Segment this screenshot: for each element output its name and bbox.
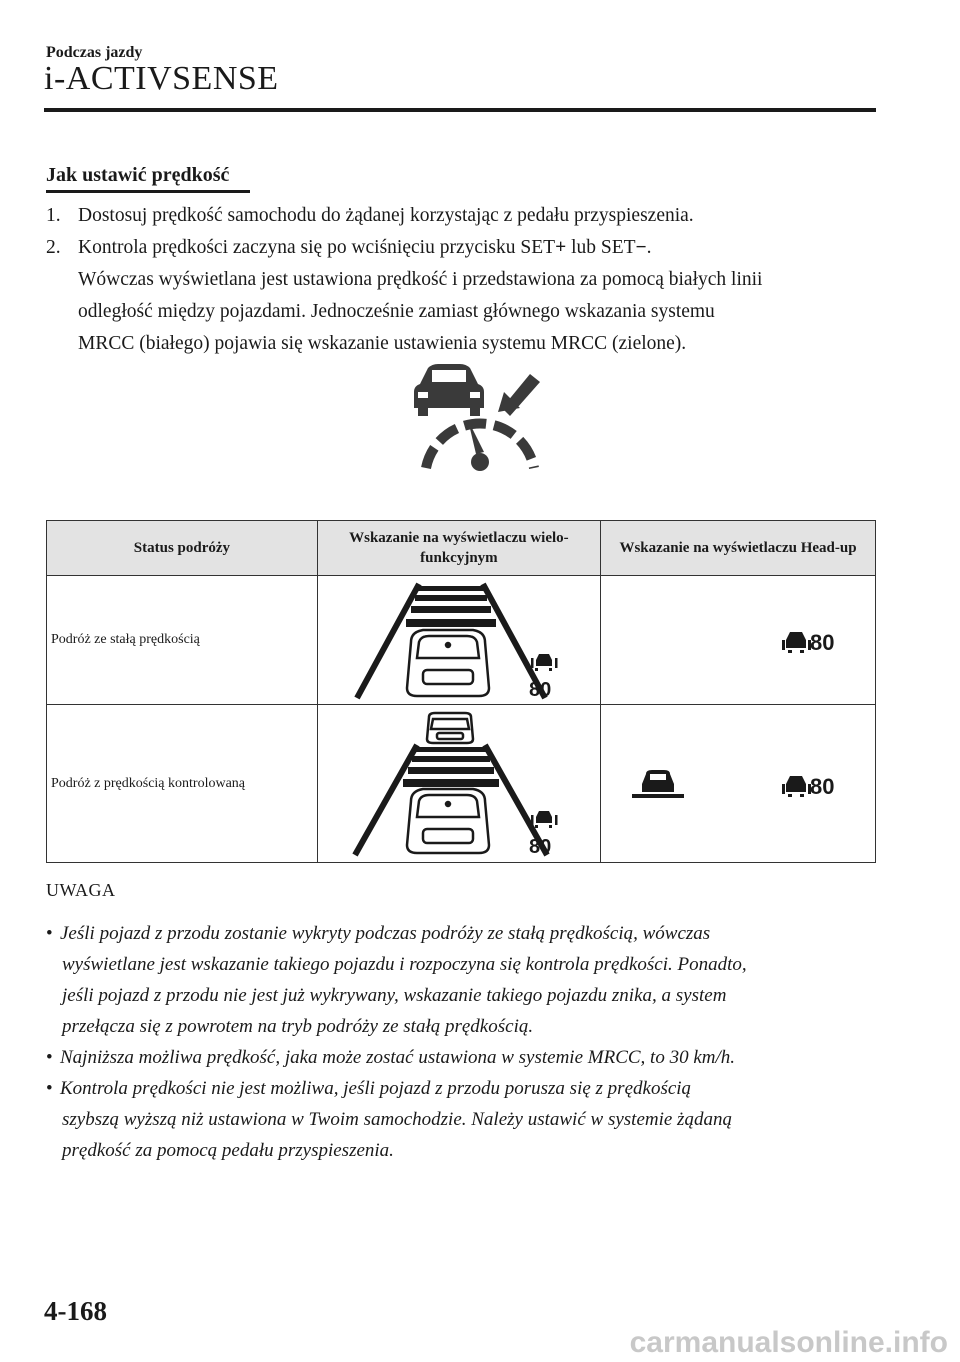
gap-indicator-icon [531,654,558,671]
hud-speed: 80 [810,630,835,655]
note-text: Najniższa możliwa prędkość, jaka może zostać ustawiona w systemie MRCC, to 30 km/h. [60,1047,736,1068]
page-number: 4-168 [44,1296,107,1326]
hud-gap-icon [782,632,811,653]
bullet-icon: • [46,923,53,944]
table-row [47,705,876,863]
note-bullet-2 [46,1042,735,1073]
table-header: Wskazanie na wyświetlaczu Head-up [601,521,876,576]
step-text: Dostosuj prędkość samochodu do żądanej korzystając z pedału przyspieszenia. [78,205,694,226]
page-title: i-ACTIVSENSE [44,60,279,97]
step-2-continuation: MRCC (białego) pojawia się wskazanie ustawienia systemu MRCC (zielone). [78,333,687,354]
watermark: carmanualsonline.info [629,1326,948,1359]
hud-vehicle-icon [632,770,684,798]
note-text: szybszą wyższą niż ustawiona w Twoim samochodzie. Należy ustawić w systemie żądaną [62,1109,732,1130]
table-header: Status podróży [47,521,318,576]
step-number: 1. [46,205,61,226]
travel-status: Podróż ze stałą prędkością [47,576,318,705]
lead-vehicle-icon [427,713,473,743]
plus-icon: + [555,237,567,258]
hud-speed: 80 [810,773,835,799]
mfd-speed: 80 [528,679,552,701]
hud-cell [601,705,876,863]
subheading: Jak ustawić prędkość [46,164,230,186]
title-divider [44,108,876,112]
table-row [47,576,876,705]
travel-status: Podróż z prędkością kontrolowaną [47,705,318,863]
step-number: 2. [46,237,61,258]
step-text: . [646,237,652,258]
step-text: lub SET [566,237,636,258]
mfd-display-icon [339,709,579,859]
table-header-row [47,521,876,576]
bullet-icon: • [46,1047,53,1068]
subheading-underline [46,190,250,193]
bullet-icon: • [46,1078,53,1099]
note-text: jeśli pojazd z przodu nie jest już wykrywany, wskazanie takiego pojazdu znika, a system [62,985,727,1006]
step-2-continuation: Wówczas wyświetlana jest ustawiona prędkość i przedstawiona za pomocą białych linii [78,269,763,290]
status-table [46,520,876,863]
note-text: prędkość za pomocą pedału przyspieszenia. [62,1140,394,1161]
hud-cell [601,576,876,705]
mfd-speed: 80 [528,835,552,858]
hud-gap-icon [782,776,811,797]
step-2 [46,232,652,264]
mrcc-indicator-icon [398,364,548,480]
note-text: Jeśli pojazd z przodu zostanie wykryty podczas podróży ze stałą prędkością, wówczas [60,923,711,944]
step-text: Kontrola prędkości zaczyna się po wciśnięciu przycisku SET [78,237,556,258]
note-bullet-3 [46,1073,691,1104]
hud-display [602,754,874,814]
note-bullet-1 [46,918,710,949]
mfd-cell [317,576,600,705]
section-label: Podczas jazdy [46,44,143,61]
mfd-cell [317,705,600,863]
hud-display [602,610,874,670]
table-header: Wskazanie na wyświetlaczu wielo-funkcyjnym [317,521,600,576]
gap-indicator-icon [531,811,558,828]
step-2-continuation: odległość między pojazdami. Jednocześnie zamiast głównego wskazania systemu [78,301,715,322]
minus-icon: − [635,237,647,258]
note-text: przełącza się z powrotem na tryb podróży ze stałą prędkością. [62,1016,534,1037]
note-title: UWAGA [46,880,116,900]
note-text: wyświetlane jest wskazanie takiego pojazdu i rozpoczyna się kontrola prędkości. Ponadto, [62,954,747,975]
step-1 [46,200,694,232]
mfd-display-icon [339,578,579,702]
note-text: Kontrola prędkości nie jest możliwa, jeśli pojazd z przodu porusza się z prędkością [60,1078,692,1099]
